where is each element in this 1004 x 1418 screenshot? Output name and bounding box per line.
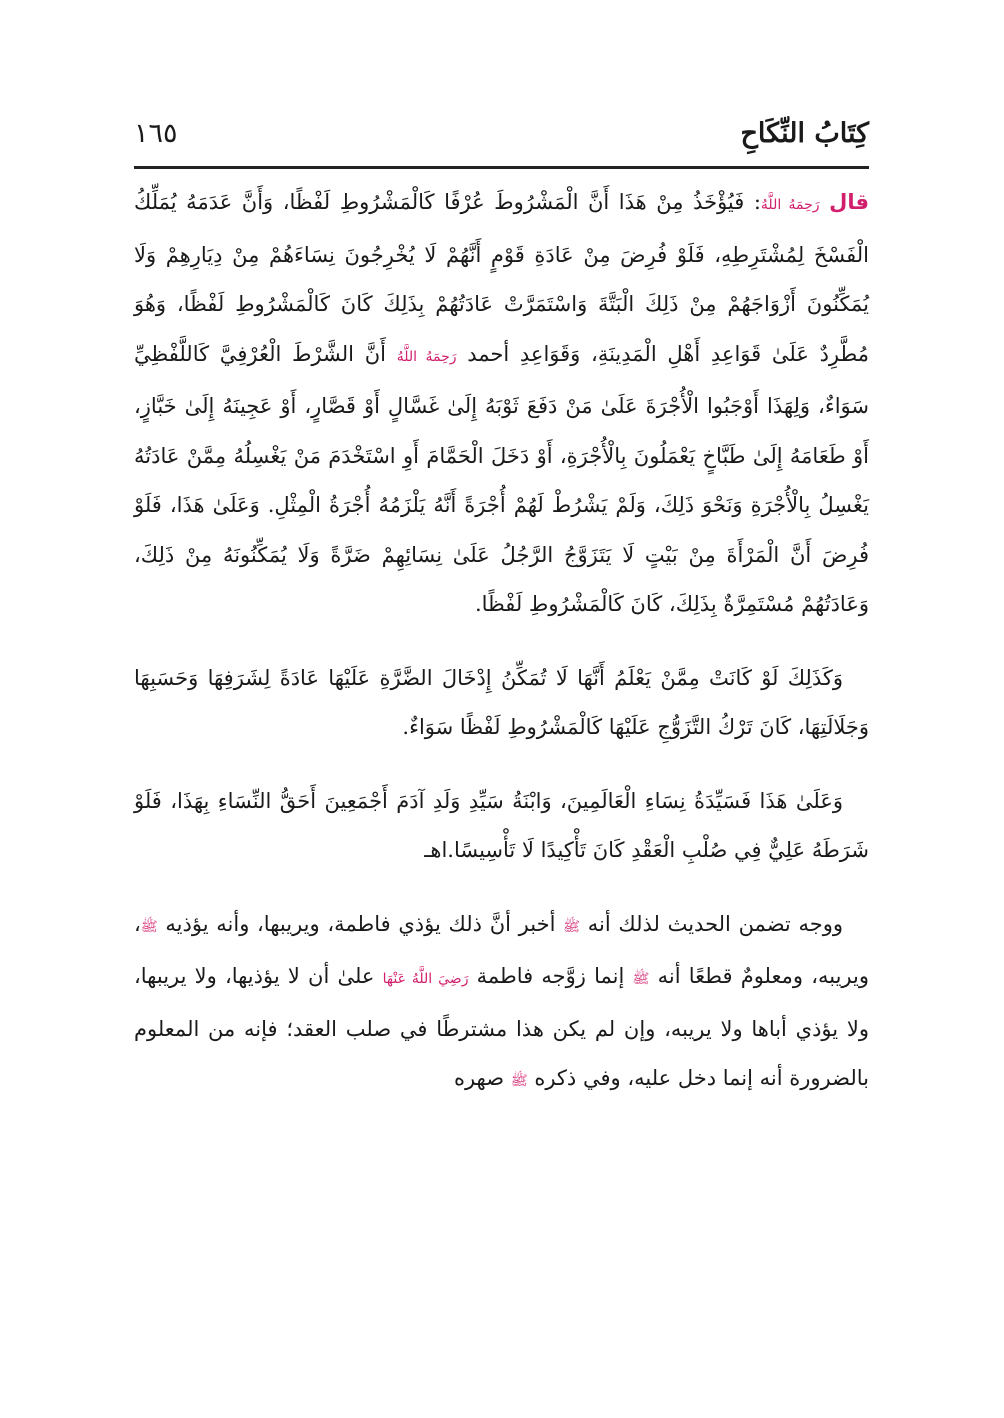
header-divider [134,166,869,169]
honorific-radiallahu-anha: رَضِيَ اللَّهُ عَنْهَا [382,971,469,987]
paragraph-text: علىٰ أن لا يؤذيها، ولا يريبها، ولا يؤذي أباها ولا يريبه، وإن لم يكن هذا مشترطًا في صلب العقد؛ فإنه من المعلوم بالضرورة أنه إنما دخل عليه، وفي ذكره [134,964,869,1090]
paragraph-text: وَعَلَىٰ هَذَا فَسَيِّدَةُ نِسَاءِ الْعَالَمِينَ، وَابْنَةُ سَيِّدِ وَلَدِ آدَمَ أَجْمَعِينَ أَحَقُّ النِّسَاءِ بِهَذَا، فَلَوْ شَرَطَهُ عَلِيٌّ فِي صُلْبِ الْعَقْدِ كَانَ تَأْكِيدًا لَا تَأْسِيسًا.اهـ [134,788,869,862]
paragraph-text: فَيُؤْخَذُ مِنْ هَذَا أَنَّ الْمَشْرُوطَ عُرْفًا كَالْمَشْرُوطِ لَفْظًا، وَأَنَّ عَدَمَهُ يُمَلِّكُ الْفَسْخَ لِمُشْتَرِطِهِ، فَلَوْ فُرِضَ مِنْ عَادَةِ قَوْمٍ أَنَّهُمْ لَا يُخْرِجُونَ نِسَاءَهُمْ مِنْ دِيَارِهِمْ وَلَا يُمَكِّنُونَ أَزْوَاجَهُمْ مِنْ ذَلِكَ الْبَتَّةَ وَاسْتَمَرَّتْ عَادَتُهُمْ بِذَلِكَ كَانَ كَالْمَشْرُوطِ لَفْظًا، وَهُوَ مُطَّرِدٌ عَلَىٰ قَوَاعِدِ أَهْلِ الْمَدِينَةِ، وَقَوَاعِدِ أحمد [134,190,869,366]
paragraph [134,777,869,876]
paragraph-text: أخبر أنَّ ذلك يؤذي فاطمة، ويريبها، وأنه يؤذيه [165,911,556,936]
honorific-sallallahu: ﷺ [140,918,158,935]
paragraph-quote: قال رَحِمَهُ اللَّهُ: فَيُؤْخَذُ مِنْ هَذَا أَنَّ الْمَشْرُوطَ عُرْفًا كَالْمَشْرُوطِ لَفْظًا، وَأَنَّ عَدَمَهُ يُمَلِّكُ الْفَسْخَ لِمُشْتَرِطِهِ، فَلَوْ فُرِضَ مِنْ عَادَةِ قَوْمٍ أَنَّهُمْ لَا يُخْرِجُونَ نِسَاءَهُمْ مِنْ دِيَارِهِمْ وَلَا يُمَكِّنُونَ أَزْوَاجَهُمْ مِنْ ذَلِكَ الْبَتَّةَ وَاسْتَمَرَّتْ عَادَتُهُمْ بِذَلِكَ كَانَ كَالْمَشْرُوطِ لَفْظًا، وَهُوَ مُطَّرِدٌ عَلَىٰ قَوَاعِدِ أَهْلِ الْمَدِينَةِ، وَقَوَاعِدِ أحمد رَحِمَهُ اللَّهُ أَنَّ الشَّرْطَ الْعُرْفِيَّ كَاللَّفْظِيِّ سَوَاءٌ، وَلِهَذَا أَوْجَبُوا الْأُجْرَةَ عَلَىٰ مَنْ دَفَعَ ثَوْبَهُ إِلَىٰ غَسَّالٍ أَوْ قَصَّارٍ، أَوْ عَجِينَهُ إِلَىٰ خَبَّازٍ، أَوْ طَعَامَهُ إِلَىٰ طَبَّاخٍ يَعْمَلُونَ بِالْأُجْرَةِ، أَوْ دَخَلَ الْحَمَّامَ أَوِ اسْتَخْدَمَ مَنْ يَغْسِلُهُ مِمَّنْ عَادَتُهُ يَغْسِلُ بِالْأُجْرَةِ وَنَحْوَ ذَلِكَ، وَلَمْ يَشْرُطْ لَهُمْ أُجْرَةً أَنَّهُ يَلْزَمُهُ أُجْرَةُ الْمِثْلِ. وَعَلَىٰ هَذَا، فَلَوْ فُرِضَ أَنَّ الْمَرْأَةَ مِنْ بَيْتٍ لَا يَتَزَوَّجُ الرَّجُلُ عَلَىٰ نِسَائِهِمْ ضَرَّةً وَلَا يُمَكِّنُونَهُ مِنْ ذَلِكَ، وَعَادَتُهُمْ مُسْتَمِرَّةٌ بِذَلِكَ، كَانَ كَالْمَشْرُوطِ لَفْظًا. [134,190,869,616]
paragraph [134,900,869,1107]
paragraph-text: صهره [453,1066,505,1090]
honorific-rahimahullah: رَحِمَهُ اللَّهُ [760,197,820,213]
paragraph-text: أَنَّ الشَّرْطَ الْعُرْفِيَّ كَاللَّفْظِيِّ سَوَاءٌ، وَلِهَذَا أَوْجَبُوا الْأُجْرَةَ عَلَىٰ مَنْ دَفَعَ ثَوْبَهُ إِلَىٰ غَسَّالٍ أَوْ قَصَّارٍ، أَوْ عَجِينَهُ إِلَىٰ خَبَّازٍ، أَوْ طَعَامَهُ إِلَىٰ طَبَّاخٍ يَعْمَلُونَ بِالْأُجْرَةِ، أَوْ دَخَلَ الْحَمَّامَ أَوِ اسْتَخْدَمَ مَنْ يَغْسِلُهُ مِمَّنْ عَادَتُهُ يَغْسِلُ بِالْأُجْرَةِ وَنَحْوَ ذَلِكَ، وَلَمْ يَشْرُطْ لَهُمْ أُجْرَةً أَنَّهُ يَلْزَمُهُ أُجْرَةُ الْمِثْلِ. وَعَلَىٰ هَذَا، فَلَوْ فُرِضَ أَنَّ الْمَرْأَةَ مِنْ بَيْتٍ لَا يَتَزَوَّجُ الرَّجُلُ عَلَىٰ نِسَائِهِمْ ضَرَّةً وَلَا يُمَكِّنُونَهُ مِنْ ذَلِكَ، وَعَادَتُهُمْ مُسْتَمِرَّةٌ بِذَلِكَ، كَانَ كَالْمَشْرُوطِ لَفْظًا. [134,341,869,616]
paragraph [134,654,869,753]
honorific-sallallahu: ﷺ [510,1073,528,1089]
paragraph-text: ووجه تضمن الحديث لذلك أنه [587,911,843,936]
page-body [134,178,869,1107]
page-header [134,118,869,158]
paragraph-text: ، ويريبه، ومعلومٌ قطعًا أنه [134,911,869,988]
paragraph-text: إنما زوَّجه فاطمة [476,964,625,988]
honorific-sallallahu: ﷺ [632,971,650,987]
honorific-sallallahu: ﷺ [563,918,581,935]
qala-label: قال [829,190,869,214]
page-number: ١٦٥ [134,118,178,149]
book-title: كِتَابُ النِّكَاحِ [740,118,869,149]
paragraph-text: وَكَذَلِكَ لَوْ كَانَتْ مِمَّنْ يَعْلَمُ أَنَّهَا لَا تُمَكِّنُ إِدْخَالَ الضَّرَّةِ عَلَيْهَا عَادَةً لِشَرَفِهَا وَحَسَبِهَا وَجَلَالَتِهَا، كَانَ تَرْكُ التَّزَوُّجِ عَلَيْهَا كَالْمَشْرُوطِ لَفْظًا سَوَاءٌ. [134,665,869,739]
honorific-rahimahullah: رَحِمَهُ اللَّهُ [396,348,457,365]
